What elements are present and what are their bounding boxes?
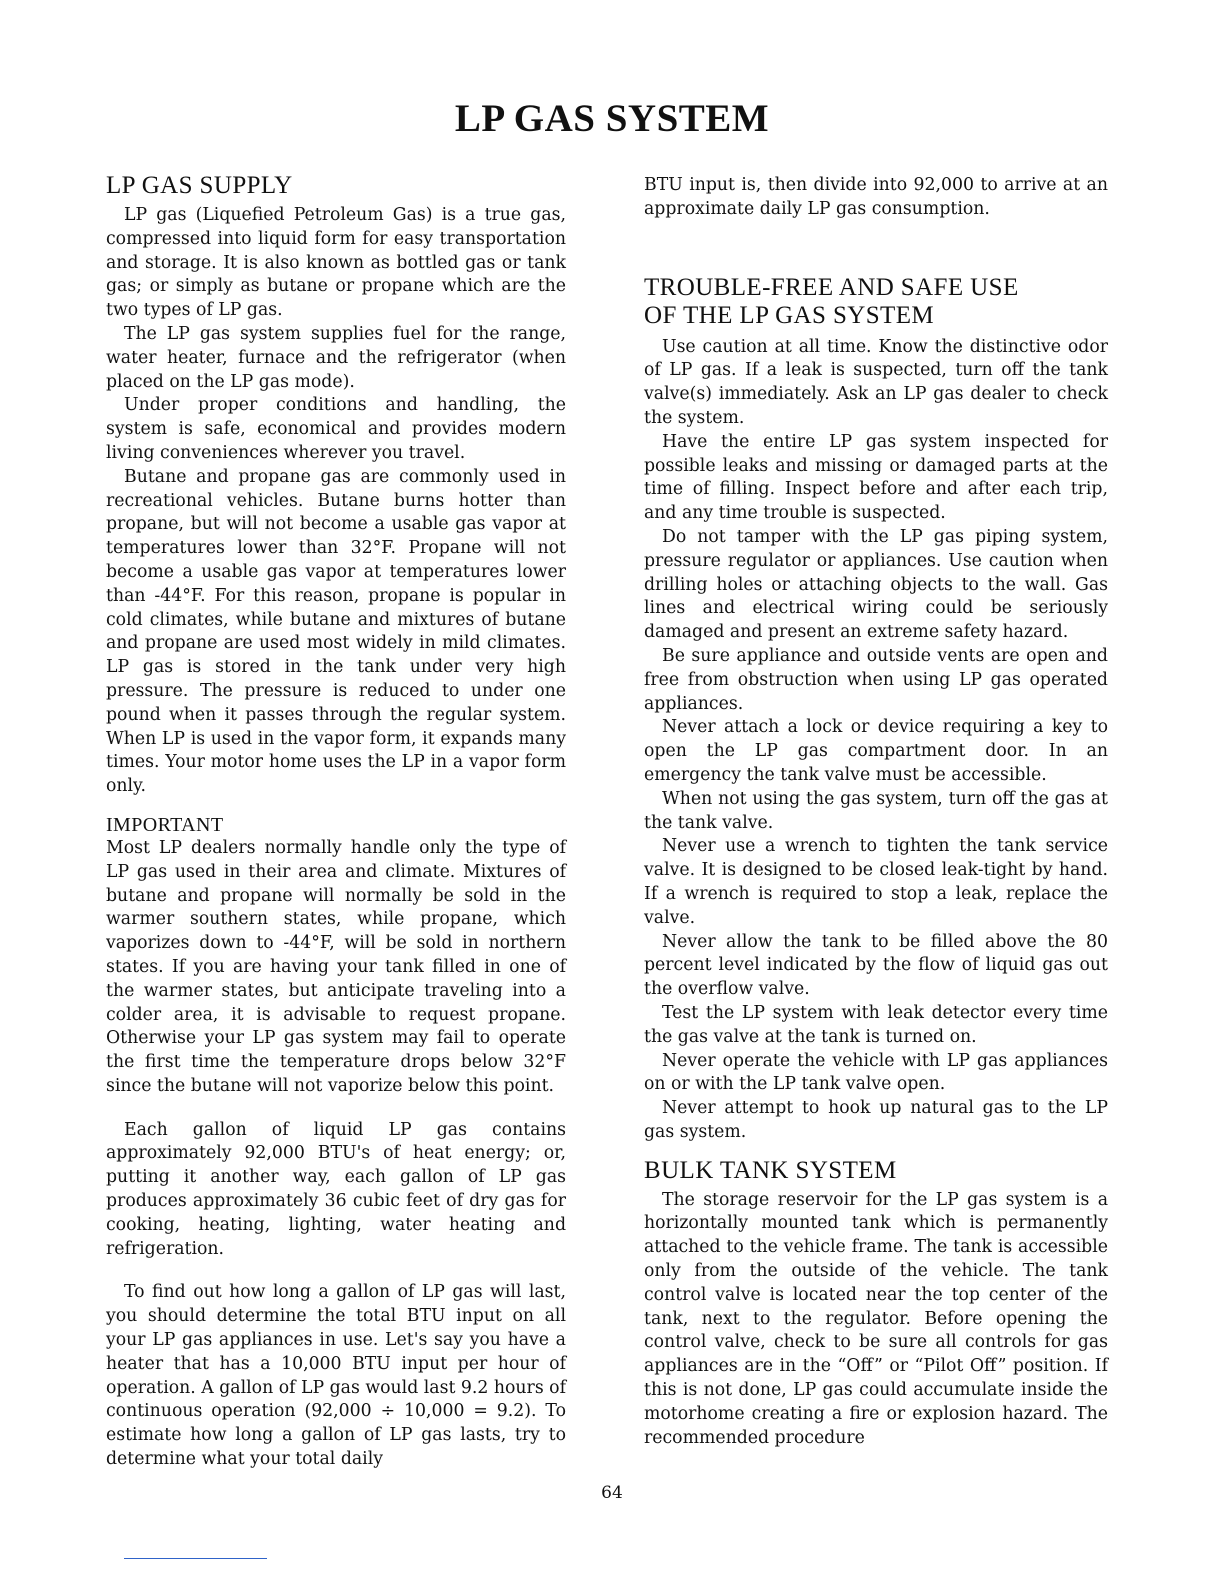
page-title: LP GAS SYSTEM: [454, 97, 770, 140]
paragraph: Do not tamper with the LP gas piping system, pressure regulator or appliances. Use caution when drilling holes or attaching objects to the wall. Gas lines and electrical wiring could be seriously damaged and present an extreme safety hazard.: [644, 526, 1108, 643]
right-column: [644, 174, 1108, 1450]
paragraph: Never operate the vehicle with LP gas appliances on or with the LP tank valve open.: [644, 1050, 1108, 1095]
important-heading: IMPORTANT: [106, 813, 224, 836]
gallon-paragraph: To find out how long a gallon of LP gas will last, you should determine the total BTU input on all your LP gas appliances in use. Let's say you have a heater that has a 10,000 BTU input per hour of operation. A gallon of LP gas would last 9.2 hours of continuous operation (92,000 ÷ 10,000 = 9.2). To estimate how long a gallon of LP gas lasts, try to determine what your total daily: [106, 1282, 566, 1470]
paragraph: LP gas (Liquefied Petroleum Gas) is a true gas, compressed into liquid form for easy transportation and storage. It is also known as bottled gas or tank gas; or simply as butane or propane which are the two types of LP gas.: [106, 205, 566, 321]
paragraph: Under proper conditions and handling, the system is safe, economical and provides modern living conveniences wherever you travel.: [106, 395, 566, 463]
lp-gas-supply-heading: LP GAS SUPPLY: [106, 172, 293, 199]
bulk-tank-paragraph: The storage reservoir for the LP gas system is a horizontally mounted tank which is permanently attached to the vehicle frame. The tank is accessible only from the outside of the vehicle. The tank control valve is located near the top center of the tank, next to the regulator. Before opening the control valve, check to be sure all controls for gas appliances are in the “Off” or “Pilot Off” position. If this is not done, LP gas could accumulate inside the motorhome creating a fire or explosion hazard. The recommended procedure: [644, 1189, 1108, 1448]
trouble-free-heading: [644, 274, 1108, 330]
paragraph: Use caution at all time. Know the distinctive odor of LP gas. If a leak is suspected, turn off the tank valve(s) immediately. Ask an LP gas dealer to check the system.: [644, 336, 1108, 428]
paragraph: Never use a wrench to tighten the tank service valve. It is designed to be closed leak-tight by hand. If a wrench is required to stop a leak, replace the valve.: [644, 836, 1108, 928]
paragraph: When not using the gas system, turn off the gas at the tank valve.: [644, 788, 1108, 833]
paragraph: Never allow the tank to be filled above the 80 percent level indicated by the flow of liquid gas out the overflow valve.: [644, 931, 1108, 1000]
paragraph: Test the LP system with leak detector every time the gas valve at the tank is turned on.: [644, 1002, 1108, 1047]
paragraph: Never attach a lock or device requiring a key to open the LP gas compartment door. In an emergency the tank valve must be accessible.: [644, 717, 1108, 785]
paragraph: Butane and propane gas are commonly used in recreational vehicles. Butane burns hotter than propane, but will not become a usable gas vapor at temperatures lower than 32°F. Propane will not become a usable gas vapor at temperatures lower than -44°F. For this reason, propane is popular in cold climates, while butane and mixtures of butane and propane are used most widely in mild climates. LP gas is stored in the tank under very high pressure. The pressure is reduced to under one pound when it passes through the regular system. When LP is used in the vapor form, it expands many times. Your motor home uses the LP in a vapor form only.: [106, 466, 566, 797]
continuation-paragraph: BTU input is, then divide into 92,000 to arrive at an approximate daily LP gas consumption.: [644, 175, 1108, 219]
footer-rule: [124, 1558, 267, 1559]
left-column: [106, 172, 566, 1472]
paragraph: Have the entire LP gas system inspected for possible leaks and missing or damaged parts at the time of filling. Inspect before and after each trip, and any time trouble is suspected.: [644, 431, 1108, 524]
trouble-heading-line1: TROUBLE-FREE AND SAFE USE: [644, 273, 1019, 301]
paragraph: The LP gas system supplies fuel for the range, water heater, furnace and the refrigerator (when placed on the LP gas mode).: [106, 323, 566, 392]
btu-paragraph: Each gallon of liquid LP gas contains approximately 92,000 BTU's of heat energy; or, putting it another way, each gallon of LP gas produces approximately 36 cubic feet of dry gas for cooking, heating, lighting, water heating and refrigeration.: [106, 1119, 566, 1259]
important-text: Most LP dealers normally handle only the type of LP gas used in their area and climate. Mixtures of butane and propane will normally be sold in the warmer southern states, while propane, which vaporizes down to -44°F, will be sold in northern states. If you are having your tank filled in one of the warmer states, but anticipate traveling into a colder area, it is advisable to request propane. Otherwise your LP gas system may fail to operate the first time the temperature drops below 32°F since the butane will not vaporize below this point.: [106, 837, 566, 1096]
paragraph: Be sure appliance and outside vents are open and free from obstruction when using LP gas operated appliances.: [644, 645, 1108, 714]
bulk-tank-heading: BULK TANK SYSTEM: [644, 1156, 897, 1184]
trouble-heading-line2: OF THE LP GAS SYSTEM: [644, 301, 934, 329]
page-number: 64: [601, 1483, 623, 1503]
paragraph: Never attempt to hook up natural gas to the LP gas system.: [644, 1098, 1108, 1142]
